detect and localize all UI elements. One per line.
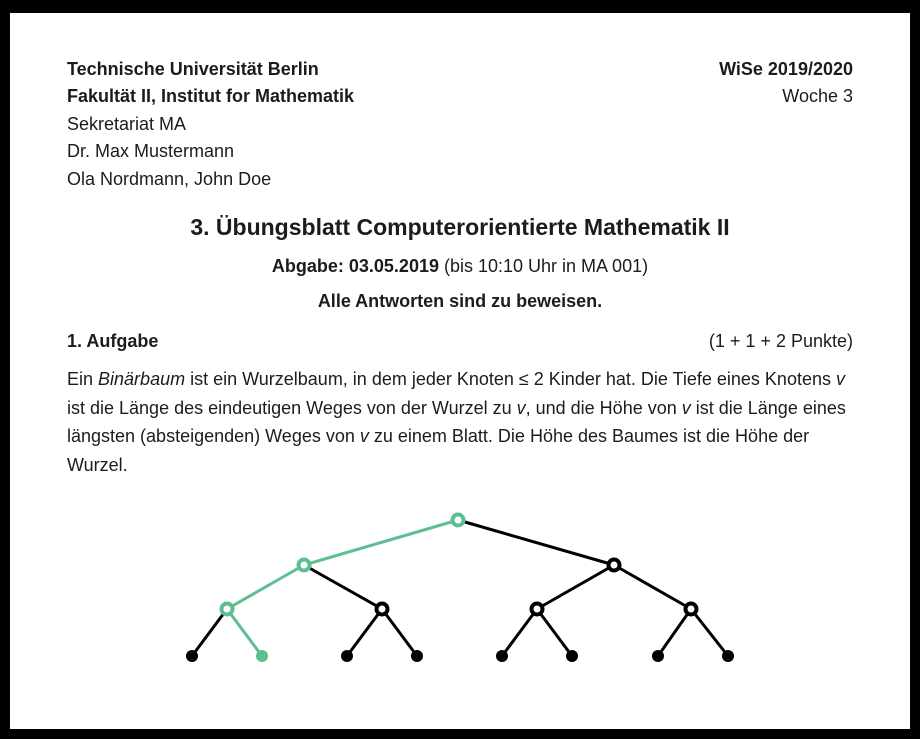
paragraph-segment: Ein (67, 369, 99, 389)
paragraph-segment: zu einem Blatt. Die Höhe des Baumes ist die Höhe der Wurzel. (67, 426, 810, 475)
tree-leaf-node (566, 650, 578, 662)
paragraph-segment: v (359, 426, 369, 447)
tree-edge (304, 565, 382, 609)
page-title: 3. Übungsblatt Computerorientierte Mathematik II (190, 214, 730, 240)
paragraph-segment: ist die Länge eines längsten (absteigenden) Weges von (67, 397, 846, 447)
paragraph-segment: ist ein Wurzelbaum, in dem jeder Knoten ≤ 2 Kinder hat. Die Tiefe eines Knotens (185, 369, 836, 389)
paragraph-segment: Binärbaum (98, 369, 186, 389)
tree-edge (614, 565, 691, 609)
tree-edge (227, 565, 304, 609)
secretariat-line: Sekretariat MA (67, 113, 187, 134)
paragraph-segment: v (681, 397, 691, 418)
assistants-line: Ola Nordmann, John Doe (67, 168, 272, 189)
paragraph-segment: v (516, 397, 526, 418)
tree-leaf-node (256, 650, 268, 662)
tree-inner-node (609, 560, 620, 571)
tree-edge (227, 609, 262, 656)
paragraph-segment: v (835, 369, 845, 389)
tree-inner-node (532, 604, 543, 615)
lecturer-line: Dr. Max Mustermann (67, 141, 235, 162)
tree-edge (537, 609, 572, 656)
tree-leaf-node (722, 650, 734, 662)
tree-inner-node (377, 604, 388, 615)
submission-deadline: Abgabe: 03.05.2019 (271, 256, 439, 276)
submission-details: (bis 10:10 Uhr in MA 001) (438, 256, 649, 276)
proof-note: Alle Antworten sind zu beweisen. (317, 291, 603, 311)
tree-edge (537, 565, 614, 609)
tree-leaf-node (652, 650, 664, 662)
week-line: Woche 3 (782, 86, 853, 107)
semester-line: WiSe 2019/2020 (719, 59, 853, 79)
university-name: Technische Universität Berlin (67, 59, 319, 79)
tree-edge (347, 609, 382, 656)
tree-leaf-node (186, 650, 198, 662)
tree-inner-node (222, 604, 233, 615)
tree-edge (691, 609, 728, 656)
task-points: (1 + 1 + 2 Punkte) (708, 331, 853, 351)
tree-inner-node (453, 515, 464, 526)
tree-edge (304, 520, 458, 565)
tree-edge (658, 609, 691, 656)
tree-inner-node (686, 604, 697, 615)
paragraph-segment: , und die Höhe von (525, 397, 682, 418)
tree-leaf-node (411, 650, 423, 662)
faculty-name: Fakultät II, Institut for Mathematik (67, 86, 355, 107)
tree-edge (458, 520, 614, 565)
tree-edge (502, 609, 537, 656)
task-heading: 1. Aufgabe (67, 331, 159, 351)
tree-inner-node (299, 560, 310, 571)
tree-edge (382, 609, 417, 656)
tree-leaf-node (341, 650, 353, 662)
paragraph-segment: ist die Länge des eindeutigen Weges von der Wurzel zu (67, 397, 517, 418)
tree-edge (192, 609, 227, 656)
tree-leaf-node (496, 650, 508, 662)
